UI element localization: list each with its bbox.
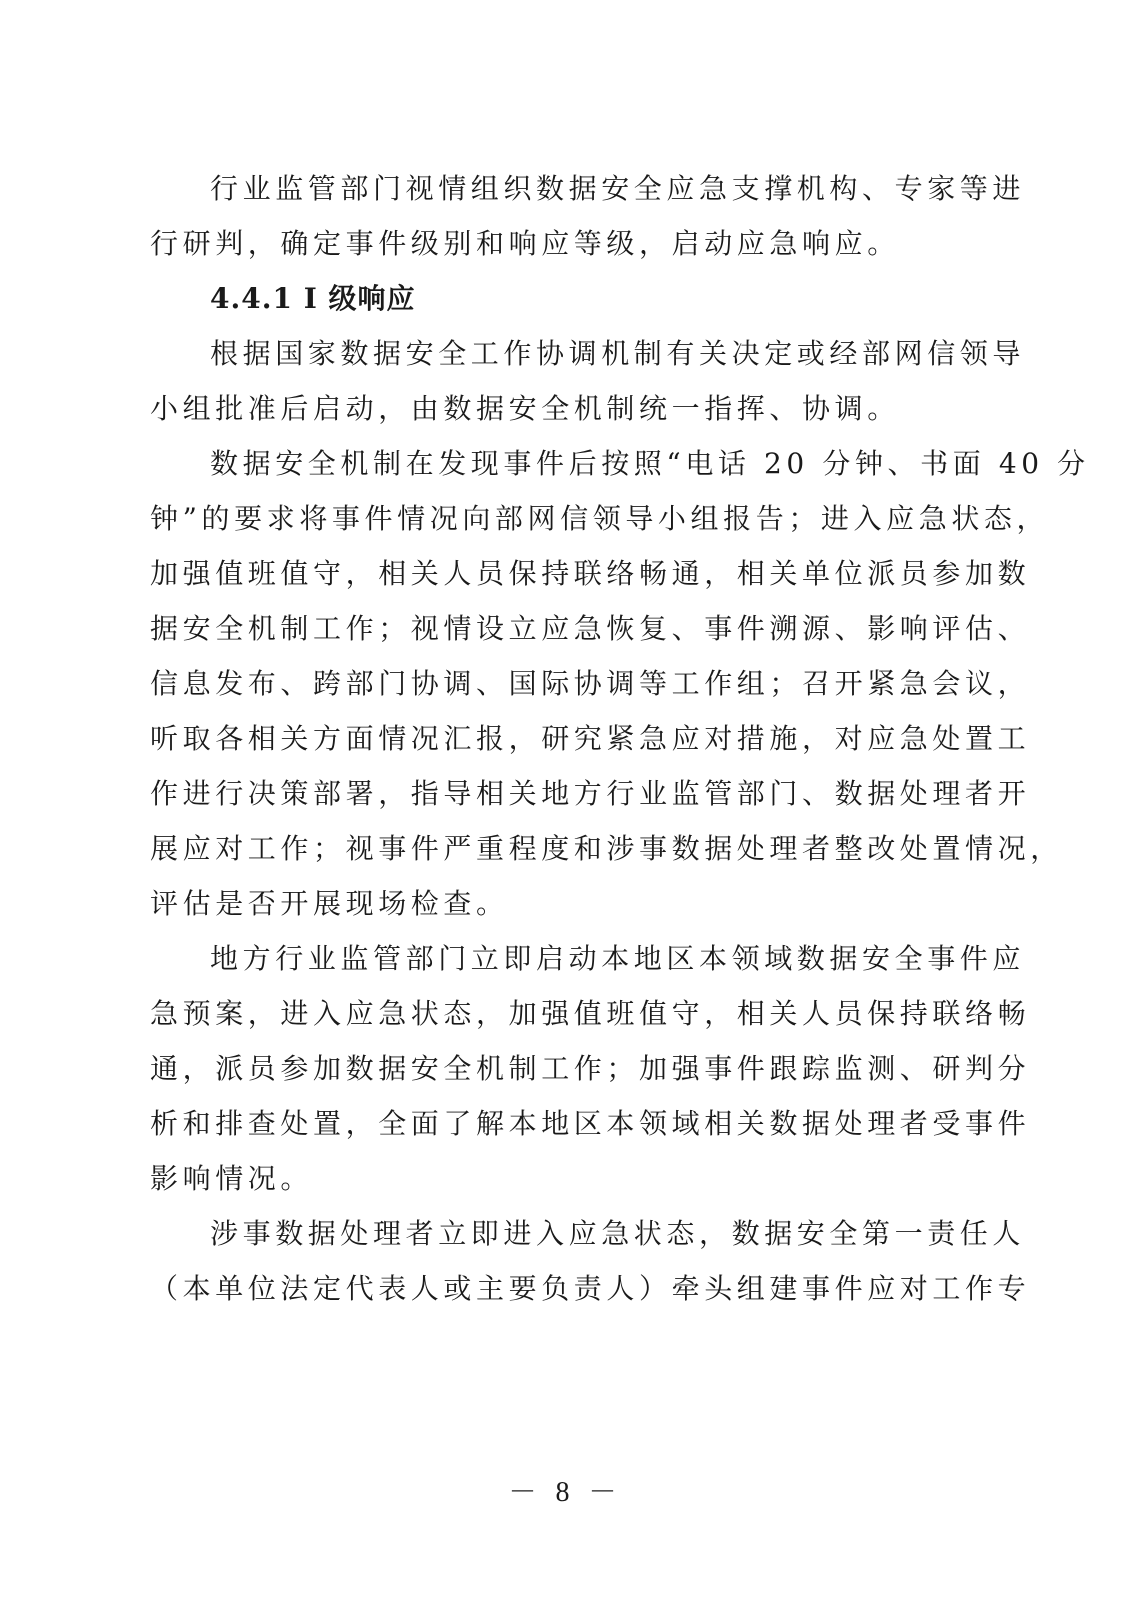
paragraph-line: 影响情况。 xyxy=(150,1162,314,1195)
page-number: － 8 － xyxy=(508,1477,623,1508)
paragraph xyxy=(150,1206,1031,1316)
paragraph-line: 析和排查处置，全面了解本地区本领域相关数据处理者受事件 xyxy=(150,1107,1031,1140)
paragraph xyxy=(150,161,1026,271)
paragraph-line: 作进行决策部署，指导相关地方行业监管部门、数据处理者开 xyxy=(150,777,1031,810)
paragraph-line: （本单位法定代表人或主要负责人）牵头组建事件应对工作专 xyxy=(150,1272,1031,1305)
paragraph-line: 行业监管部门视情组织数据安全应急支撑机构、专家等进 xyxy=(210,172,1026,205)
paragraph-line: 涉事数据处理者立即进入应急状态，数据安全第一责任人 xyxy=(210,1217,1026,1250)
paragraph-line: 展应对工作；视事件严重程度和涉事数据处理者整改处置情况， xyxy=(150,832,1063,865)
paragraph-line: 钟”的要求将事件情况向部网信领导小组报告；进入应急状态， xyxy=(150,502,1050,535)
paragraph-line: 数据安全机制在发现事件后按照“电话 20 分钟、书面 40 分 xyxy=(210,447,1090,480)
paragraph xyxy=(150,436,1090,931)
section-heading xyxy=(150,271,970,326)
paragraph-line: 行研判，确定事件级别和响应等级，启动应急响应。 xyxy=(150,227,900,260)
paragraph-line: 根据国家数据安全工作协调机制有关决定或经部网信领导 xyxy=(210,337,1026,370)
paragraph-line: 听取各相关方面情况汇报，研究紧急应对措施，对应急处置工 xyxy=(150,722,1031,755)
paragraph-line: 评估是否开展现场检查。 xyxy=(150,887,509,920)
paragraph-line: 通，派员参加数据安全机制工作；加强事件跟踪监测、研判分 xyxy=(150,1052,1031,1085)
paragraph xyxy=(150,931,1031,1206)
paragraph-line: 地方行业监管部门立即启动本地区本领域数据安全事件应 xyxy=(210,942,1026,975)
paragraph-line: 信息发布、跨部门协调、国际协调等工作组；召开紧急会议， xyxy=(150,667,1031,700)
paragraph-line: 据安全机制工作；视情设立应急恢复、事件溯源、影响评估、 xyxy=(150,612,1031,645)
paragraph-line: 小组批准后启动，由数据安全机制统一指挥、协调。 xyxy=(150,392,900,425)
paragraph xyxy=(150,326,1026,436)
paragraph-line: 加强值班值守，相关人员保持联络畅通，相关单位派员参加数 xyxy=(150,557,1031,590)
section-heading-text: 4.4.1 I 级响应 xyxy=(210,282,416,315)
paragraph-line: 急预案，进入应急状态，加强值班值守，相关人员保持联络畅 xyxy=(150,997,1031,1030)
document-body xyxy=(150,161,1090,1316)
